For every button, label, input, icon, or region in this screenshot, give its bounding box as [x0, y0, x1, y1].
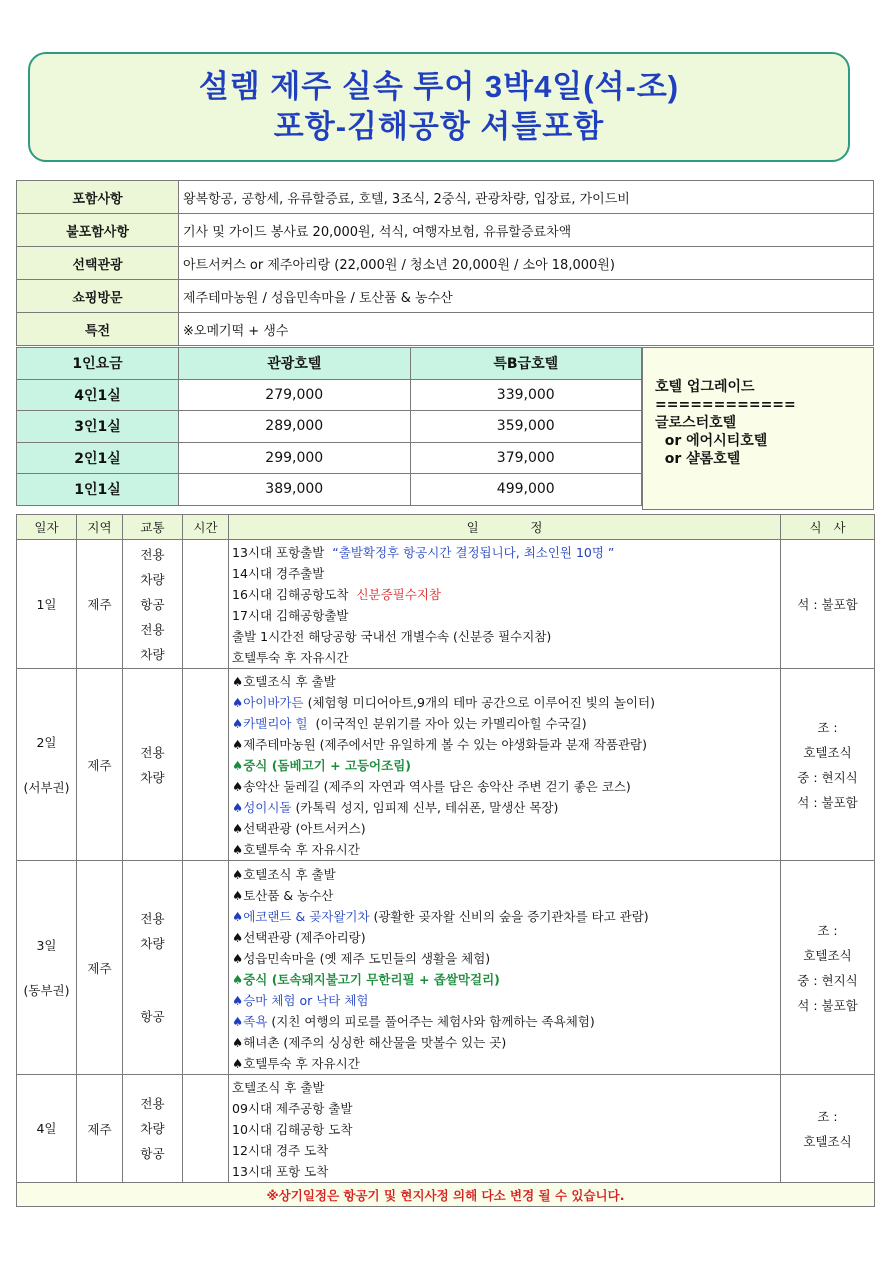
info-row	[17, 247, 874, 280]
itinerary-text: ♠해녀촌 (제주의 싱싱한 해산물을 맛볼수 있는 곳)	[232, 1034, 507, 1050]
transport-cell	[123, 669, 183, 861]
price-header-room: 1인요금	[17, 348, 179, 380]
day-label: 1일	[36, 596, 57, 612]
region-cell: 제주	[77, 669, 123, 861]
special-price: 379,000	[410, 442, 642, 474]
itinerary-line	[232, 563, 778, 584]
itinerary-line	[232, 1098, 778, 1119]
itinerary-line	[232, 906, 778, 927]
time-cell	[183, 1075, 229, 1183]
transport-cell	[123, 540, 183, 669]
itinerary-line	[232, 1119, 778, 1140]
room-type: 1인1실	[17, 474, 179, 506]
itinerary-line	[232, 626, 778, 647]
itinerary-line	[232, 713, 778, 734]
day-row	[17, 540, 875, 669]
price-row	[17, 411, 642, 443]
info-value: 아트서커스 or 제주아리랑 (22,000원 / 청소년 20,000원 / 소아 18,000원)	[179, 247, 874, 280]
info-row	[17, 313, 874, 346]
meal-cell	[781, 540, 875, 669]
itinerary-text: 09시대 제주공항 출발	[232, 1101, 353, 1116]
schedule-footer-note: ※상기일정은 항공기 및 현지사정 의해 다소 변경 될 수 있습니다.	[17, 1183, 875, 1207]
itinerary-line	[232, 969, 778, 990]
itinerary-line	[232, 692, 778, 713]
schedule-table	[16, 514, 875, 1207]
transport-item: 차량	[140, 1121, 165, 1136]
itinerary-text: (광활한 곶자왈 신비의 숲을 증기관차를 타고 관람)	[369, 908, 649, 924]
info-value: ※오메기떡 + 생수	[179, 313, 874, 346]
info-label: 특전	[17, 313, 179, 346]
transport-item: 차량	[140, 571, 165, 587]
transport-item: 전용	[140, 621, 165, 637]
info-value: 기사 및 가이드 봉사료 20,000원, 석식, 여행자보험, 유류할증료차액	[179, 214, 874, 247]
itinerary-text: (이국적인 분위기를 자아 있는 카멜리아힐 수국길)	[307, 716, 587, 731]
meal-item: 호텔조식	[803, 1133, 852, 1149]
tourist-price: 289,000	[179, 411, 411, 443]
day-cell	[17, 1075, 77, 1183]
itinerary-text: ♠중식 (토속돼지불고기 무한리필 + 좁쌀막걸리)	[232, 971, 500, 987]
tourist-price: 279,000	[179, 379, 411, 411]
itinerary-line	[232, 605, 778, 626]
itinerary-text: 14시대 경주출발	[232, 566, 325, 581]
itinerary-text: 17시대 김해공항출발	[232, 608, 349, 623]
meal-item: 조 :	[817, 719, 838, 735]
transport-item	[127, 956, 178, 980]
hotel-upgrade-note: 호텔 업그레이드 ============ 글로스터호텔 or 에어시티호텔 or 샬롬호텔	[642, 347, 874, 510]
region-cell: 제주	[77, 861, 123, 1075]
itinerary-line	[232, 927, 778, 948]
info-value: 제주테마농원 / 성읍민속마을 / 토산품 & 농수산	[179, 280, 874, 313]
info-label: 쇼핑방문	[17, 280, 179, 313]
title-line-1: 설렘 제주 실속 투어 3박4일(석-조)	[198, 69, 680, 104]
itinerary-line	[232, 1077, 778, 1098]
itinerary-line	[232, 839, 778, 860]
itinerary-line	[232, 1140, 778, 1161]
itinerary-line	[232, 1032, 778, 1053]
region-cell: 제주	[77, 540, 123, 669]
itinerary-text: 출발 1시간전 해당공항 국내선 개별수속 (신분증 필수지참)	[232, 629, 552, 644]
itinerary-line	[232, 755, 778, 776]
header-day: 일자	[17, 515, 77, 540]
transport-cell	[123, 861, 183, 1075]
itinerary-cell	[229, 861, 781, 1075]
day-label: 3일	[36, 937, 57, 953]
price-header-row	[17, 348, 642, 380]
header-meal: 식 사	[781, 515, 875, 540]
itinerary-text: 16시대 김해공항도착	[232, 587, 357, 602]
day-row	[17, 1075, 875, 1183]
header-transport: 교통	[123, 515, 183, 540]
itinerary-line	[232, 584, 778, 605]
itinerary-line	[232, 990, 778, 1011]
info-row	[17, 280, 874, 313]
price-header-special: 특B급호텔	[410, 348, 642, 380]
transport-item	[127, 980, 178, 1004]
title-line-2: 포항-김해공항 셔틀포함	[273, 109, 605, 144]
transport-item: 차량	[140, 936, 165, 951]
itinerary-text: ♠호텔투숙 후 자유시간	[232, 842, 360, 857]
region-cell: 제주	[77, 1075, 123, 1183]
day-label: 2일	[36, 734, 57, 750]
itinerary-text: 13시대 포항출발	[232, 545, 333, 560]
itinerary-text: ♠선택관광 (제주아리랑)	[232, 929, 366, 945]
itinerary-cell	[229, 540, 781, 669]
itinerary-text: ♠족욕	[232, 1013, 268, 1029]
price-row	[17, 379, 642, 411]
day-area: (동부권)	[23, 982, 70, 998]
itinerary-line	[232, 542, 778, 563]
info-label: 불포함사항	[17, 214, 179, 247]
itinerary-text: (체험형 미디어아트,9개의 테마 공간으로 이루어진 빛의 놀이터)	[303, 695, 655, 710]
info-value: 왕복항공, 공항세, 유류할증료, 호텔, 3조식, 2중식, 관광차량, 입장료, 가이드비	[179, 181, 874, 214]
itinerary-text: ♠성이시돌	[232, 800, 292, 815]
transport-item: 차량	[140, 646, 165, 662]
transport-item: 전용	[140, 546, 165, 562]
transport-item: 전용	[140, 911, 165, 926]
meal-cell	[781, 1075, 875, 1183]
schedule-footer-row	[17, 1183, 875, 1207]
meal-cell	[781, 669, 875, 861]
itinerary-text: 13시대 포항 도착	[232, 1164, 329, 1179]
time-cell	[183, 861, 229, 1075]
info-label: 포함사항	[17, 181, 179, 214]
itinerary-line	[232, 948, 778, 969]
meal-item: 호텔조식	[803, 744, 852, 760]
schedule-body	[17, 540, 875, 1183]
itinerary-line	[232, 734, 778, 755]
price-table	[16, 347, 642, 506]
itinerary-line	[232, 1011, 778, 1032]
meal-cell	[781, 861, 875, 1075]
info-row	[17, 214, 874, 247]
itinerary-line	[232, 776, 778, 797]
itinerary-text: ♠제주테마농원 (제주에서만 유일하게 볼 수 있는 야생화들과 분재 작품관람)	[232, 737, 647, 752]
itinerary-line	[232, 818, 778, 839]
itinerary-text: (지친 여행의 피로를 풀어주는 체험사와 함께하는 족욕체험)	[267, 1013, 595, 1029]
itinerary-cell	[229, 1075, 781, 1183]
schedule-header-row	[17, 515, 875, 540]
itinerary-text: 신분증필수지참	[356, 587, 441, 602]
price-row	[17, 442, 642, 474]
day-cell	[17, 861, 77, 1075]
itinerary-text: ♠호텔조식 후 출발	[232, 674, 336, 689]
itinerary-line	[232, 885, 778, 906]
time-cell	[183, 540, 229, 669]
price-header-tourist: 관광호텔	[179, 348, 411, 380]
room-type: 3인1실	[17, 411, 179, 443]
itinerary-text: “출발확정후 항공시간 결정됩니다, 최소인원 10명 ”	[332, 545, 615, 560]
day-cell	[17, 669, 77, 861]
time-cell	[183, 669, 229, 861]
itinerary-text: ♠선택관광 (아트서커스)	[232, 821, 366, 836]
day-label: 4일	[36, 1121, 57, 1136]
itinerary-line	[232, 864, 778, 885]
meal-item: 석 : 불포함	[797, 997, 858, 1013]
title-banner	[28, 52, 850, 162]
itinerary-text: ♠에코랜드 & 곶자왈기차	[232, 908, 370, 924]
itinerary-line	[232, 1053, 778, 1074]
meal-item: 중 : 현지식	[797, 972, 858, 988]
meal-item: 조 :	[817, 922, 838, 938]
room-type: 2인1실	[17, 442, 179, 474]
itinerary-text: ♠토산품 & 농수산	[232, 887, 334, 903]
itinerary-text: ♠중식 (돔베고기 + 고등어조림)	[232, 758, 411, 773]
room-type: 4인1실	[17, 379, 179, 411]
meal-item: 중 : 현지식	[797, 769, 858, 785]
transport-item: 항공	[140, 1146, 165, 1161]
day-row	[17, 861, 875, 1075]
transport-item: 항공	[140, 1009, 165, 1024]
tourist-price: 389,000	[179, 474, 411, 506]
transport-item: 차량	[140, 769, 165, 785]
meal-item: 석 : 불포함	[797, 794, 858, 810]
itinerary-text: ♠아이바가든	[232, 695, 304, 710]
transport-item: 전용	[140, 744, 165, 760]
info-label: 선택관광	[17, 247, 179, 280]
meal-item: 호텔조식	[803, 947, 852, 963]
day-area: (서부권)	[23, 779, 70, 795]
itinerary-text: 12시대 경주 도착	[232, 1143, 329, 1158]
itinerary-line	[232, 671, 778, 692]
special-price: 339,000	[410, 379, 642, 411]
transport-item: 전용	[140, 1096, 165, 1111]
itinerary-text: ♠승마 체험 or 낙타 체험	[232, 992, 369, 1008]
itinerary-line	[232, 797, 778, 818]
itinerary-line	[232, 647, 778, 668]
itinerary-text: ♠송악산 둘레길 (제주의 자연과 역사를 담은 송악산 주변 걷기 좋은 코스)	[232, 779, 631, 794]
info-row	[17, 181, 874, 214]
itinerary-text: 호텔투숙 후 자유시간	[232, 650, 349, 665]
special-price: 359,000	[410, 411, 642, 443]
price-row	[17, 474, 642, 506]
header-time: 시간	[183, 515, 229, 540]
itinerary-text: 10시대 김해공항 도착	[232, 1122, 353, 1137]
itinerary-text: 호텔조식 후 출발	[232, 1080, 325, 1095]
itinerary-text: ♠호텔조식 후 출발	[232, 866, 336, 882]
transport-cell	[123, 1075, 183, 1183]
day-cell	[17, 540, 77, 669]
itinerary-line	[232, 1161, 778, 1182]
meal-item: 조 :	[817, 1108, 838, 1124]
itinerary-text: ♠성읍민속마을 (옛 제주 도민들의 생활을 체험)	[232, 950, 491, 966]
itinerary-text: (카톡릭 성지, 임피제 신부, 테쉬폰, 말생산 목장)	[291, 800, 559, 815]
tourist-price: 299,000	[179, 442, 411, 474]
day-row	[17, 669, 875, 861]
special-price: 499,000	[410, 474, 642, 506]
itinerary-text: ♠카멜리아 힐	[232, 716, 308, 731]
header-region: 지역	[77, 515, 123, 540]
itinerary-text: ♠호텔투숙 후 자유시간	[232, 1055, 360, 1071]
info-table	[16, 180, 874, 346]
itinerary-cell	[229, 669, 781, 861]
header-itinerary: 일 정	[229, 515, 781, 540]
meal-item: 석 : 불포함	[797, 596, 858, 612]
transport-item: 항공	[140, 596, 165, 612]
